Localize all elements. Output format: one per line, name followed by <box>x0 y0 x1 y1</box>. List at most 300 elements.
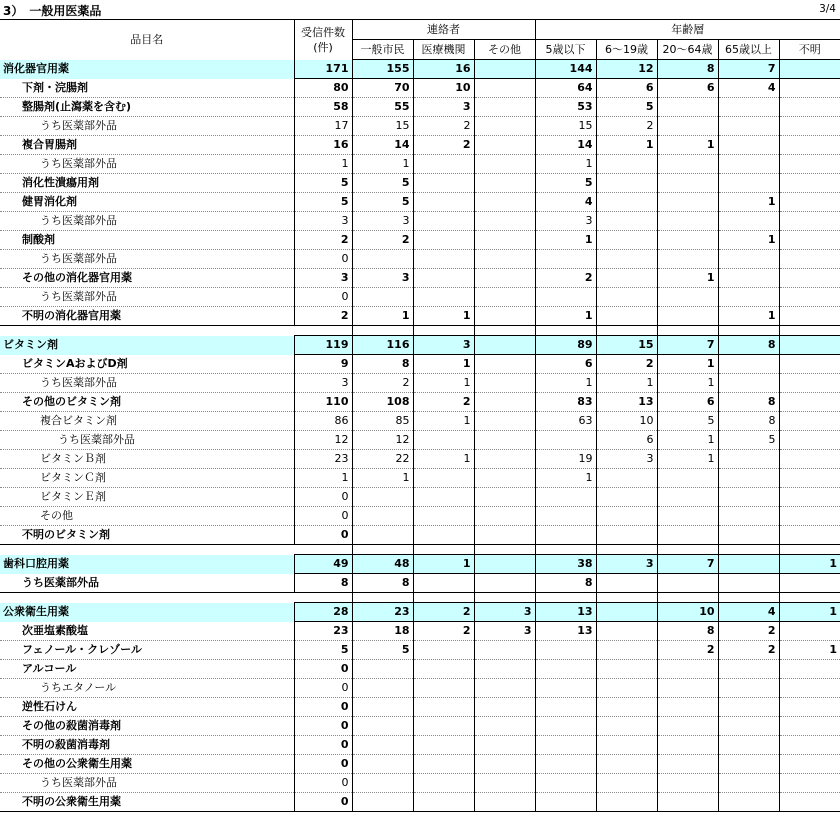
header-age-unknown: 不明 <box>779 40 840 60</box>
value-contact-other <box>474 555 535 574</box>
table-row <box>0 574 840 593</box>
value-received: 171 <box>294 60 352 79</box>
value-age-0-5: 64 <box>535 79 596 98</box>
value-contact-other <box>474 136 535 155</box>
value-age-6-19: 2 <box>596 117 657 136</box>
value-age-0-5: 53 <box>535 98 596 117</box>
value-age-6-19 <box>596 269 657 288</box>
value-contact-public <box>352 698 413 717</box>
value-contact-medical: 1 <box>413 374 474 393</box>
header-age-6-19: 6～19歳 <box>596 40 657 60</box>
value-age-65-plus <box>718 250 779 269</box>
value-age-0-5: 83 <box>535 393 596 412</box>
value-age-20-64 <box>657 717 718 736</box>
value-age-65-plus: 8 <box>718 336 779 355</box>
value-contact-public <box>352 774 413 793</box>
value-age-0-5: 89 <box>535 336 596 355</box>
value-contact-other <box>474 212 535 231</box>
spacer-cell <box>718 545 779 555</box>
spacer-cell <box>535 545 596 555</box>
value-age-65-plus <box>718 269 779 288</box>
item-name: うち医薬部外品 <box>0 250 294 269</box>
value-age-65-plus <box>718 774 779 793</box>
value-received: 0 <box>294 774 352 793</box>
value-contact-other <box>474 431 535 450</box>
value-age-65-plus: 2 <box>718 641 779 660</box>
table-row <box>0 288 840 307</box>
item-name: 健胃消化剤 <box>0 193 294 212</box>
value-contact-medical <box>413 231 474 250</box>
spacer-cell <box>779 326 840 336</box>
table-row <box>0 136 840 155</box>
value-age-65-plus: 8 <box>718 393 779 412</box>
value-age-unknown: 1 <box>779 555 840 574</box>
spacer-cell <box>535 593 596 603</box>
item-name: うち医薬部外品 <box>0 374 294 393</box>
value-age-unknown <box>779 250 840 269</box>
value-received: 12 <box>294 431 352 450</box>
value-contact-other <box>474 469 535 488</box>
item-name: ビタミンAおよびD剤 <box>0 355 294 374</box>
value-age-0-5 <box>535 698 596 717</box>
value-age-0-5 <box>535 793 596 812</box>
spacer-cell <box>352 545 413 555</box>
value-age-20-64 <box>657 212 718 231</box>
value-contact-medical: 16 <box>413 60 474 79</box>
value-age-20-64 <box>657 793 718 812</box>
value-contact-other <box>474 717 535 736</box>
value-contact-other <box>474 355 535 374</box>
item-name: その他の消化器官用薬 <box>0 269 294 288</box>
value-age-unknown <box>779 679 840 698</box>
value-contact-other <box>474 393 535 412</box>
value-received: 0 <box>294 736 352 755</box>
value-age-65-plus <box>718 660 779 679</box>
table-row <box>0 469 840 488</box>
value-received: 119 <box>294 336 352 355</box>
value-age-0-5 <box>535 507 596 526</box>
value-contact-medical <box>413 574 474 593</box>
value-contact-other <box>474 307 535 326</box>
value-received: 23 <box>294 622 352 641</box>
value-age-20-64: 8 <box>657 60 718 79</box>
value-contact-public: 3 <box>352 269 413 288</box>
value-contact-other <box>474 174 535 193</box>
value-received: 0 <box>294 698 352 717</box>
value-age-20-64 <box>657 231 718 250</box>
value-age-unknown <box>779 136 840 155</box>
value-age-20-64 <box>657 679 718 698</box>
value-age-unknown <box>779 774 840 793</box>
value-age-0-5: 6 <box>535 355 596 374</box>
value-contact-other <box>474 488 535 507</box>
value-contact-medical <box>413 155 474 174</box>
value-age-6-19: 6 <box>596 431 657 450</box>
value-age-unknown <box>779 174 840 193</box>
table-row <box>0 431 840 450</box>
value-age-65-plus <box>718 507 779 526</box>
value-contact-medical: 10 <box>413 79 474 98</box>
item-name: 公衆衛生用薬 <box>0 603 294 622</box>
value-age-20-64: 1 <box>657 431 718 450</box>
value-age-0-5 <box>535 736 596 755</box>
value-age-20-64 <box>657 155 718 174</box>
spacer-cell <box>294 593 352 603</box>
category-row <box>0 336 840 355</box>
value-received: 3 <box>294 269 352 288</box>
value-age-0-5: 1 <box>535 307 596 326</box>
item-name: うち医薬部外品 <box>0 288 294 307</box>
table-row <box>0 231 840 250</box>
value-contact-medical <box>413 679 474 698</box>
value-age-unknown <box>779 507 840 526</box>
page-number: 3/4 <box>819 3 836 15</box>
table-row <box>0 793 840 812</box>
value-age-6-19 <box>596 288 657 307</box>
header-contact-medical: 医療機関 <box>413 40 474 60</box>
value-age-0-5 <box>535 717 596 736</box>
item-name: 消化性潰瘍用剤 <box>0 174 294 193</box>
value-received: 5 <box>294 641 352 660</box>
value-contact-other <box>474 117 535 136</box>
value-received: 86 <box>294 412 352 431</box>
value-age-unknown <box>779 660 840 679</box>
value-contact-other <box>474 250 535 269</box>
value-received: 3 <box>294 212 352 231</box>
value-received: 2 <box>294 307 352 326</box>
value-age-20-64 <box>657 660 718 679</box>
value-contact-public: 108 <box>352 393 413 412</box>
spacer-cell <box>0 545 294 555</box>
header-age-group: 年齢層 <box>535 20 840 40</box>
value-contact-other <box>474 412 535 431</box>
value-age-0-5: 4 <box>535 193 596 212</box>
value-contact-other <box>474 155 535 174</box>
value-age-6-19 <box>596 526 657 545</box>
item-name: 次亜塩素酸塩 <box>0 622 294 641</box>
value-age-20-64 <box>657 174 718 193</box>
value-age-6-19 <box>596 231 657 250</box>
value-age-20-64: 7 <box>657 555 718 574</box>
table-row <box>0 307 840 326</box>
value-contact-medical <box>413 793 474 812</box>
value-age-unknown <box>779 155 840 174</box>
value-age-unknown <box>779 450 840 469</box>
header-received <box>294 20 352 60</box>
value-age-65-plus <box>718 736 779 755</box>
value-contact-other: 3 <box>474 622 535 641</box>
value-contact-other <box>474 679 535 698</box>
spacer-cell <box>657 326 718 336</box>
value-age-6-19 <box>596 174 657 193</box>
value-contact-other <box>474 774 535 793</box>
table-row <box>0 250 840 269</box>
value-contact-public: 116 <box>352 336 413 355</box>
value-age-unknown <box>779 469 840 488</box>
value-age-6-19: 13 <box>596 393 657 412</box>
value-age-0-5: 13 <box>535 603 596 622</box>
value-contact-public: 8 <box>352 574 413 593</box>
value-age-20-64: 1 <box>657 355 718 374</box>
value-age-0-5: 19 <box>535 450 596 469</box>
value-contact-medical <box>413 717 474 736</box>
value-contact-medical <box>413 774 474 793</box>
value-age-20-64: 1 <box>657 374 718 393</box>
value-age-0-5: 8 <box>535 574 596 593</box>
value-age-6-19 <box>596 507 657 526</box>
page-header <box>0 0 840 19</box>
spacer-cell <box>294 545 352 555</box>
value-age-6-19 <box>596 250 657 269</box>
value-age-65-plus <box>718 698 779 717</box>
value-contact-medical <box>413 193 474 212</box>
item-name: うち医薬部外品 <box>0 774 294 793</box>
value-age-20-64 <box>657 574 718 593</box>
value-contact-public: 1 <box>352 155 413 174</box>
value-age-unknown <box>779 622 840 641</box>
value-contact-medical: 2 <box>413 622 474 641</box>
value-received: 5 <box>294 193 352 212</box>
value-received: 17 <box>294 117 352 136</box>
value-contact-public: 70 <box>352 79 413 98</box>
value-contact-public: 5 <box>352 193 413 212</box>
spacer-cell <box>352 326 413 336</box>
value-contact-public <box>352 250 413 269</box>
value-age-unknown <box>779 736 840 755</box>
value-contact-public: 85 <box>352 412 413 431</box>
value-age-6-19 <box>596 793 657 812</box>
value-age-6-19 <box>596 736 657 755</box>
value-contact-medical: 2 <box>413 117 474 136</box>
value-age-6-19 <box>596 679 657 698</box>
item-name: 整腸剤(止瀉薬を含む) <box>0 98 294 117</box>
table-row <box>0 79 840 98</box>
value-age-0-5: 1 <box>535 155 596 174</box>
value-received: 49 <box>294 555 352 574</box>
value-age-unknown: 1 <box>779 641 840 660</box>
section-title: 3） 一般用医薬品 <box>3 4 102 18</box>
spacer-cell <box>474 326 535 336</box>
value-age-65-plus <box>718 355 779 374</box>
value-age-6-19 <box>596 774 657 793</box>
value-age-unknown <box>779 288 840 307</box>
value-age-65-plus <box>718 717 779 736</box>
value-contact-medical <box>413 736 474 755</box>
value-contact-medical <box>413 755 474 774</box>
table-row <box>0 412 840 431</box>
value-age-65-plus <box>718 755 779 774</box>
value-received: 58 <box>294 98 352 117</box>
header-received-line2: (件) <box>313 40 333 54</box>
value-age-20-64 <box>657 488 718 507</box>
value-age-65-plus: 4 <box>718 603 779 622</box>
value-contact-other <box>474 79 535 98</box>
value-received: 0 <box>294 660 352 679</box>
value-contact-public: 8 <box>352 355 413 374</box>
value-contact-public <box>352 507 413 526</box>
spacer-row <box>0 545 840 555</box>
value-age-0-5: 144 <box>535 60 596 79</box>
value-contact-public: 15 <box>352 117 413 136</box>
value-received: 0 <box>294 793 352 812</box>
value-age-6-19: 1 <box>596 374 657 393</box>
item-name: 複合胃腸剤 <box>0 136 294 155</box>
item-name: 不明の殺菌消毒剤 <box>0 736 294 755</box>
item-name: うちエタノール <box>0 679 294 698</box>
value-age-20-64 <box>657 469 718 488</box>
value-age-20-64: 1 <box>657 269 718 288</box>
value-received: 1 <box>294 155 352 174</box>
value-age-20-64: 5 <box>657 412 718 431</box>
value-age-0-5 <box>535 679 596 698</box>
spacer-cell <box>718 593 779 603</box>
value-contact-public: 5 <box>352 174 413 193</box>
spacer-row <box>0 326 840 336</box>
value-age-6-19: 5 <box>596 98 657 117</box>
value-age-6-19 <box>596 603 657 622</box>
value-age-0-5: 5 <box>535 174 596 193</box>
table-row <box>0 774 840 793</box>
value-contact-public: 22 <box>352 450 413 469</box>
value-age-0-5: 14 <box>535 136 596 155</box>
value-age-unknown <box>779 755 840 774</box>
value-age-65-plus <box>718 117 779 136</box>
value-contact-other <box>474 698 535 717</box>
value-age-0-5 <box>535 755 596 774</box>
value-contact-medical: 1 <box>413 307 474 326</box>
item-name: 消化器官用薬 <box>0 60 294 79</box>
value-contact-public <box>352 679 413 698</box>
value-age-0-5: 13 <box>535 622 596 641</box>
value-contact-other <box>474 60 535 79</box>
value-age-65-plus <box>718 212 779 231</box>
spacer-cell <box>718 326 779 336</box>
value-contact-public: 2 <box>352 374 413 393</box>
item-name: うち医薬部外品 <box>0 574 294 593</box>
value-age-20-64 <box>657 98 718 117</box>
table-row <box>0 98 840 117</box>
header-contact-public: 一般市民 <box>352 40 413 60</box>
item-name: 制酸剤 <box>0 231 294 250</box>
value-age-20-64 <box>657 526 718 545</box>
value-age-20-64: 6 <box>657 79 718 98</box>
item-name: うち医薬部外品 <box>0 117 294 136</box>
category-row <box>0 555 840 574</box>
value-age-6-19: 3 <box>596 555 657 574</box>
value-contact-other <box>474 736 535 755</box>
value-age-20-64 <box>657 250 718 269</box>
value-contact-other <box>474 269 535 288</box>
item-name: うち医薬部外品 <box>0 155 294 174</box>
header-age-20-64: 20～64歳 <box>657 40 718 60</box>
value-contact-medical <box>413 507 474 526</box>
category-row <box>0 603 840 622</box>
value-contact-medical: 1 <box>413 555 474 574</box>
value-contact-medical: 2 <box>413 603 474 622</box>
value-contact-medical: 1 <box>413 450 474 469</box>
table-row <box>0 488 840 507</box>
value-contact-medical: 2 <box>413 393 474 412</box>
table-row <box>0 641 840 660</box>
value-age-unknown <box>779 212 840 231</box>
value-age-65-plus: 5 <box>718 431 779 450</box>
value-age-20-64: 6 <box>657 393 718 412</box>
table-row <box>0 355 840 374</box>
value-age-unknown <box>779 717 840 736</box>
table-row <box>0 374 840 393</box>
value-contact-public <box>352 717 413 736</box>
value-contact-other <box>474 288 535 307</box>
value-age-6-19: 2 <box>596 355 657 374</box>
value-received: 9 <box>294 355 352 374</box>
value-received: 0 <box>294 717 352 736</box>
value-contact-other <box>474 450 535 469</box>
value-received: 0 <box>294 526 352 545</box>
value-received: 0 <box>294 755 352 774</box>
table-row <box>0 193 840 212</box>
item-name: 不明の公衆衛生用薬 <box>0 793 294 812</box>
value-contact-medical: 3 <box>413 98 474 117</box>
value-age-0-5 <box>535 288 596 307</box>
value-age-6-19 <box>596 469 657 488</box>
header-contact-other: その他 <box>474 40 535 60</box>
value-contact-public <box>352 755 413 774</box>
value-age-0-5: 63 <box>535 412 596 431</box>
value-received: 23 <box>294 450 352 469</box>
value-age-20-64 <box>657 307 718 326</box>
value-contact-medical <box>413 269 474 288</box>
item-name: うち医薬部外品 <box>0 212 294 231</box>
header-age-65-plus: 65歳以上 <box>718 40 779 60</box>
value-age-65-plus: 8 <box>718 412 779 431</box>
item-name: ビタミンＣ剤 <box>0 469 294 488</box>
value-contact-other <box>474 660 535 679</box>
value-received: 2 <box>294 231 352 250</box>
value-age-6-19 <box>596 717 657 736</box>
value-age-0-5 <box>535 641 596 660</box>
value-age-unknown <box>779 574 840 593</box>
spacer-cell <box>0 593 294 603</box>
value-age-0-5 <box>535 774 596 793</box>
value-received: 28 <box>294 603 352 622</box>
value-age-6-19 <box>596 574 657 593</box>
value-age-6-19 <box>596 641 657 660</box>
spacer-cell <box>657 545 718 555</box>
value-contact-medical <box>413 212 474 231</box>
value-age-unknown <box>779 98 840 117</box>
header-received-line1: 受信件数 <box>301 25 345 39</box>
value-age-unknown <box>779 374 840 393</box>
spacer-cell <box>535 326 596 336</box>
value-contact-public <box>352 660 413 679</box>
value-age-20-64: 1 <box>657 450 718 469</box>
value-contact-other <box>474 641 535 660</box>
value-age-unknown <box>779 193 840 212</box>
value-age-0-5: 1 <box>535 374 596 393</box>
value-contact-medical <box>413 174 474 193</box>
value-received: 0 <box>294 507 352 526</box>
value-age-20-64 <box>657 193 718 212</box>
value-age-6-19 <box>596 155 657 174</box>
value-contact-public: 155 <box>352 60 413 79</box>
header-age-0-5: 5歳以下 <box>535 40 596 60</box>
item-name: 逆性石けん <box>0 698 294 717</box>
spacer-cell <box>0 326 294 336</box>
table-row <box>0 736 840 755</box>
value-age-unknown <box>779 336 840 355</box>
value-age-65-plus: 1 <box>718 231 779 250</box>
item-name: ビタミンＢ剤 <box>0 450 294 469</box>
